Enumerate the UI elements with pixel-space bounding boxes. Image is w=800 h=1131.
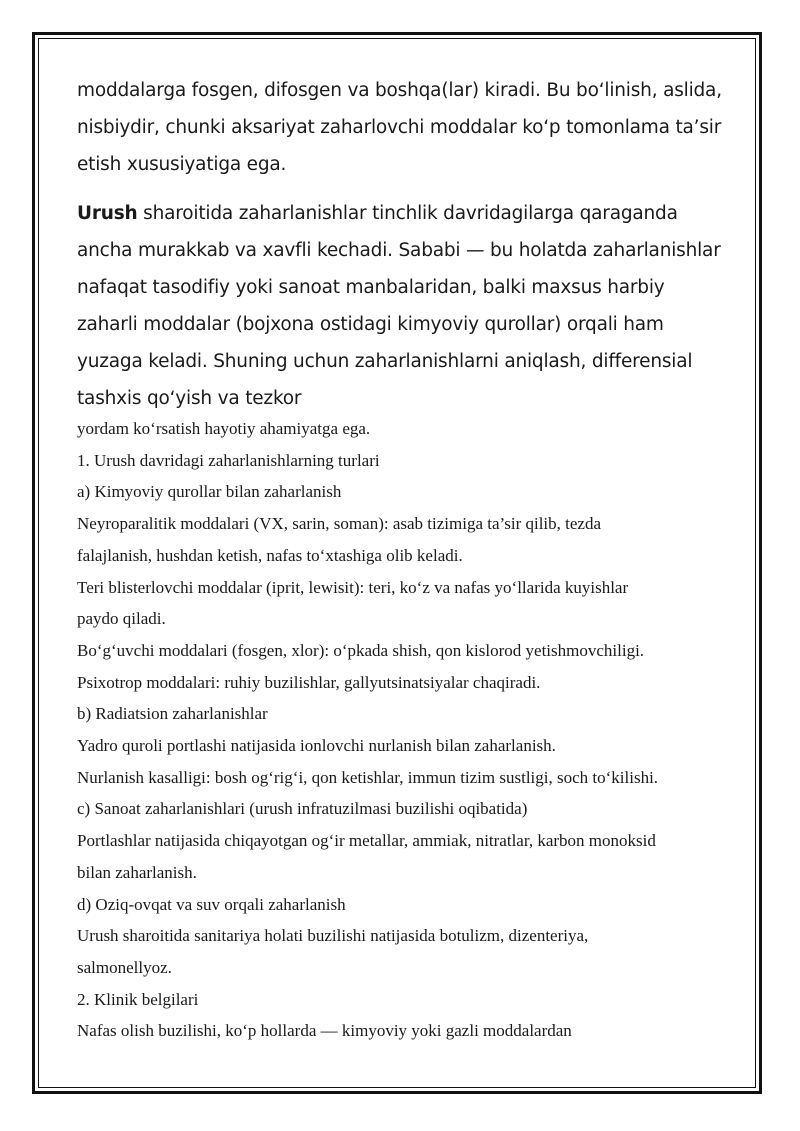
subheading-radiation: b) Radiatsion zaharlanishlar <box>77 704 268 724</box>
text-line: paydo qiladi. <box>77 609 166 629</box>
text-line: falajlanish, hushdan ketish, nafas to‘xtashiga olib keladi. <box>77 545 463 565</box>
text-line: Nurlanish kasalligi: bosh og‘rig‘i, qon ketishlar, immun tizim sustligi, soch to‘kilishi. <box>77 767 659 787</box>
text-line: Urush sharoitida sanitariya holati buzilishi natijasida botulizm, dizenteriya, <box>77 926 589 946</box>
subheading-industrial: c) Sanoat zaharlanishlari (urush infratuzilmasi buzilishi oqibatida) <box>77 799 528 819</box>
text-line: Bo‘g‘uvchi moddalari (fosgen, xlor): o‘pkada shish, qon kislorod yetishmovchiligi. <box>77 640 645 660</box>
subheading-chemical: a) Kimyoviy qurollar bilan zaharlanish <box>77 482 342 502</box>
text-line: salmonellyoz. <box>77 957 172 977</box>
paragraph-war-poisoning <box>77 195 727 417</box>
text-line: Nafas olish buzilishi, ko‘p hollarda — kimyoviy yoki gazli moddalardan <box>77 1021 572 1041</box>
bold-term-urush: Urush <box>77 203 138 224</box>
text-line: bilan zaharlanish. <box>77 862 197 882</box>
text-line: Neyroparalitik moddalari (VX, sarin, soman): asab tizimiga ta’sir qilib, tezda <box>77 514 602 534</box>
document-body <box>77 72 727 1047</box>
paragraph-intro: moddalarga fosgen, difosgen va boshqa(lar) kiradi. Bu bo‘linish, aslida, nisbiydir, chunki aksariyat zaharlovchi moddalar ko‘p tomonlama ta’sir etish xususiyatiga ega. <box>77 80 722 175</box>
subheading-food-water: d) Oziq-ovqat va suv orqali zaharlanish <box>77 894 346 914</box>
text-line: Psixotrop moddalari: ruhiy buzilishlar, gallyutsinatsiyalar chaqiradi. <box>77 672 541 692</box>
text-line: Portlashlar natijasida chiqayotgan og‘ir metallar, ammiak, nitratlar, karbon monoksid <box>77 831 656 851</box>
text-line: Yadro quroli portlashi natijasida ionlovchi nurlanish bilan zaharlanish. <box>77 736 556 756</box>
text-line: yordam ko‘rsatish hayotiy ahamiyatga ega. <box>77 419 371 438</box>
section-heading-types: 1. Urush davridagi zaharlanishlarning turlari <box>77 450 380 470</box>
text-line: Teri blisterlovchi moddalar (iprit, lewisit): teri, ko‘z va nafas yo‘llarida kuyishlar <box>77 577 629 597</box>
paragraph-war-poisoning-text: sharoitida zaharlanishlar tinchlik davridagilarga qaraganda ancha murakkab va xavfli kechadi. Sababi — bu holatda zaharlanishlar nafaqat tasodifiy yoki sanoat manbalaridan, balki maxsus harbiy zaharli moddalar (bojxona ostidagi kimyoviy qurollar) orqali ham yuzaga keladi. Shuning uchun zaharlanishlarni aniqlash, differensial tashxis qo‘yish va tezkor <box>77 203 721 409</box>
section-heading-clinical: 2. Klinik belgilari <box>77 989 199 1009</box>
